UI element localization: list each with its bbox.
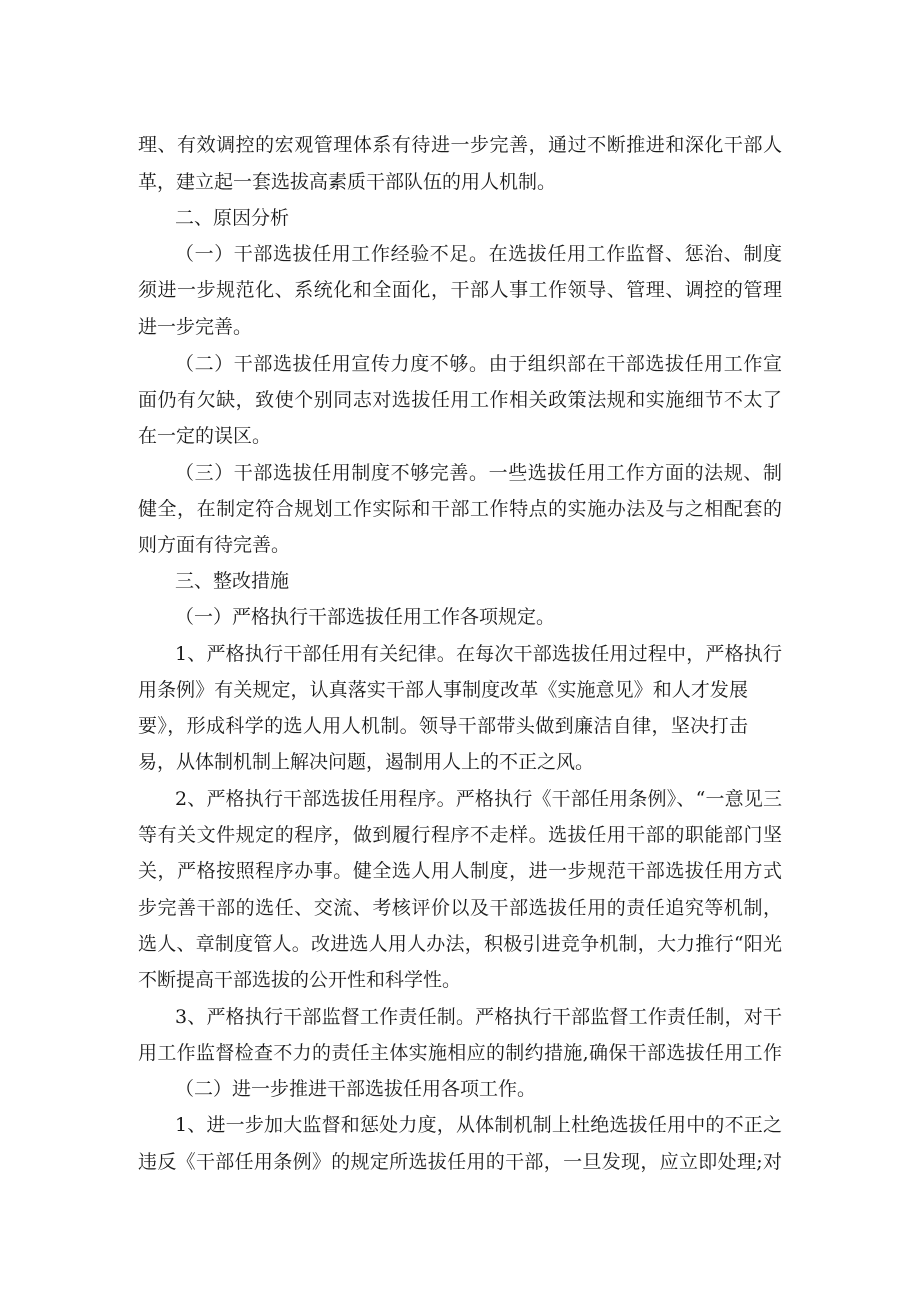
text-line: 须进一步规范化、系统化和全面化，干部人事工作领导、管理、调控的管理 bbox=[138, 279, 782, 301]
text-line: 等有关文件规定的程序，做到履行程序不走样。选拔任用干部的职能部门坚 bbox=[138, 824, 782, 846]
text-line: （三）干部选拔任用制度不够完善。一些选拔任用工作方面的法规、制 bbox=[175, 462, 782, 484]
text-line: 1、严格执行干部任用有关纪律。在每次干部选拔任用过程中，严格执行 bbox=[175, 643, 782, 665]
text-line: 步完善干部的选任、交流、考核评价以及干部选拔任用的责任追究等机制， bbox=[138, 897, 782, 919]
text-line: 健全，在制定符合规划工作实际和干部工作特点的实施办法及与之相配套的 bbox=[138, 498, 782, 520]
text-line: 用条例》有关规定，认真落实干部人事制度改革《实施意见》和人才发展 bbox=[138, 679, 748, 701]
text-line: 关，严格按照程序办事。健全选人用人制度，进一步规范干部选拔任用方式 bbox=[138, 860, 782, 882]
subsection-heading: （一）严格执行干部选拔任用工作各项规定。 bbox=[175, 606, 556, 628]
text-line: 在一定的误区。 bbox=[138, 425, 272, 447]
text-line: 3、严格执行干部监督工作责任制。严格执行干部监督工作责任制，对干 bbox=[175, 1006, 782, 1028]
text-line: 易，从体制机制上解决问题，遏制用人上的不正之风。 bbox=[138, 751, 595, 773]
text-line: 则方面有待完善。 bbox=[138, 534, 291, 556]
text-line: 1、进一步加大监督和惩处力度，从体制机制上杜绝选拔任用中的不正之 bbox=[175, 1114, 782, 1136]
text-line: 要》，形成科学的选人用人机制。领导干部带头做到廉洁自律，坚决打击 bbox=[138, 715, 748, 737]
text-line: 不断提高干部选拔的公开性和科学性。 bbox=[138, 969, 462, 991]
text-line: 2、严格执行干部选拔任用程序。严格执行《干部任用条例》、“一意见三 bbox=[175, 788, 782, 810]
subsection-heading: （二）进一步推进干部选拔任用各项工作。 bbox=[175, 1078, 537, 1100]
section-heading: 二、原因分析 bbox=[175, 207, 290, 229]
text-line: （一）干部选拔任用工作经验不足。在选拔任用工作监督、惩治、制度 bbox=[175, 243, 782, 265]
text-line: 面仍有欠缺，致使个别同志对选拔任用工作相关政策法规和实施细节不太了 bbox=[138, 389, 782, 411]
text-line: 选人、章制度管人。改进选人用人办法，积极引进竞争机制，大力推行“阳光 bbox=[138, 933, 782, 955]
text-line: 革，建立起一套选拔高素质干部队伍的用人机制。 bbox=[138, 171, 557, 193]
text-line: 用工作监督检查不力的责任主体实施相应的制约措施,确保干部选拔任用工作 bbox=[138, 1042, 782, 1064]
text-line: 违反《干部任用条例》的规定所选拔任用的干部，一旦发现，应立即处理;对 bbox=[138, 1151, 782, 1173]
section-heading: 三、整改措施 bbox=[175, 570, 290, 592]
text-line: 进一步完善。 bbox=[138, 316, 253, 338]
text-line: 理、有效调控的宏观管理体系有待进一步完善，通过不断推进和深化干部人 bbox=[138, 134, 782, 156]
text-line: （二）干部选拔任用宣传力度不够。由于组织部在干部选拔任用工作宣 bbox=[175, 353, 782, 375]
